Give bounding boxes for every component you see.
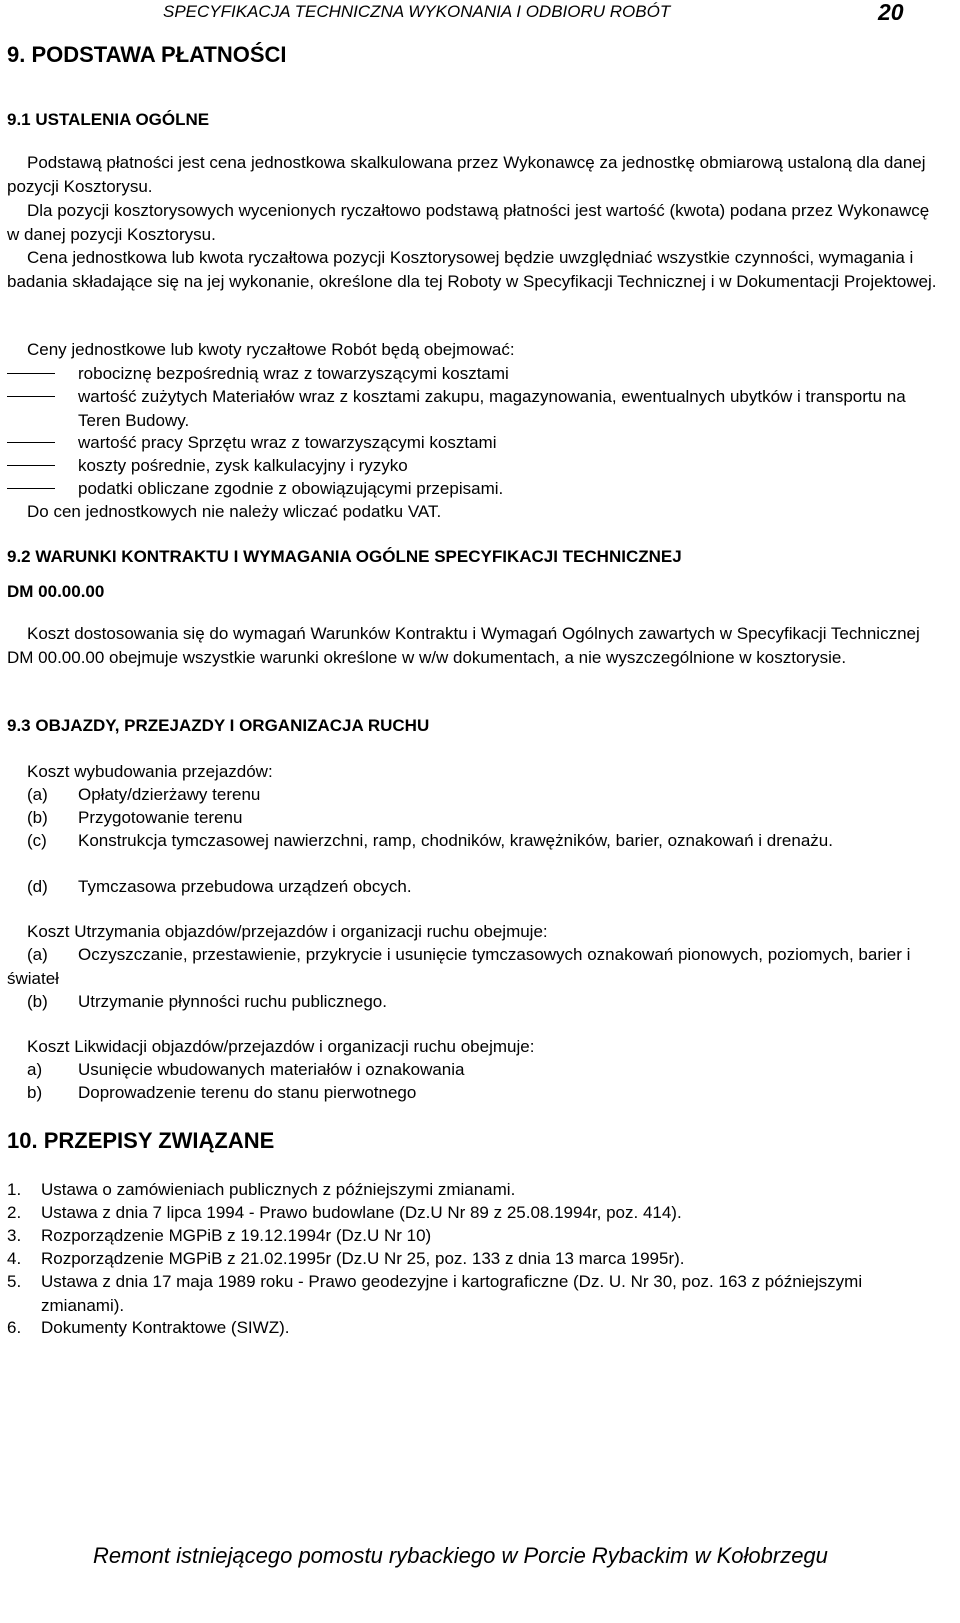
dash-bullet: [7, 442, 55, 443]
paragraph-maintenance-cost: Koszt Utrzymania objazdów/przejazdów i organizacji ruchu obejmuje:: [27, 922, 548, 941]
list-item: wartość pracy Sprzętu wraz z towarzyszącymi kosztami: [7, 431, 942, 455]
list-item: 5. Ustawa z dnia 17 maja 1989 roku - Prawo geodezyjne i kartograficzne (Dz. U. Nr 30, poz. 163 z późniejszymi zmianami).: [7, 1272, 863, 1315]
section-9-1-heading: 9.1 USTALENIA OGÓLNE: [7, 110, 210, 129]
list-item: (b) Utrzymanie płynności ruchu publicznego.: [27, 992, 387, 1011]
section-10-heading: 10. PRZEPISY ZWIĄZANE: [7, 1128, 275, 1153]
list-item: 4. Rozporządzenie MGPiB z 21.02.1995r (Dz.U Nr 25, poz. 133 z dnia 13 marca 1995r).: [7, 1249, 685, 1268]
list-item: 6. Dokumenty Kontraktowe (SIWZ).: [7, 1318, 290, 1337]
page-header: [0, 0, 960, 26]
page-number: 20: [878, 0, 904, 25]
list-item: (a) Oczyszczanie, przestawienie, przykrycie i usunięcie tymczasowych oznakowań pionowych, poziomych, barier i świateł: [7, 945, 911, 988]
dash-bullet: [7, 488, 55, 489]
list-item: 3. Rozporządzenie MGPiB z 19.12.1994r (Dz.U Nr 10): [7, 1226, 432, 1245]
paragraph-payment-basis: Podstawą płatności jest cena jednostkowa skalkulowana przez Wykonawcę za jednostkę obmiarową ustaloną dla danej pozycji Kosztorysu.: [7, 153, 926, 196]
list-item: (a) Opłaty/dzierżawy terenu: [27, 785, 261, 804]
list-item: 1. Ustawa o zamówieniach publicznych z późniejszymi zmianami.: [7, 1180, 516, 1199]
section-9-3-heading: 9.3 OBJAZDY, PRZEJAZDY I ORGANIZACJA RUCHU: [7, 716, 430, 735]
list-item: (b) Przygotowanie terenu: [27, 808, 243, 827]
header-title: SPECYFIKACJA TECHNICZNA WYKONANIA I ODBIORU ROBÓT: [163, 2, 671, 21]
section-9-2-heading: 9.2 WARUNKI KONTRAKTU I WYMAGANIA OGÓLNE SPECYFIKACJI TECHNICZNEJ: [7, 547, 682, 566]
paragraph-liquidation-cost: Koszt Likwidacji objazdów/przejazdów i organizacji ruchu obejmuje:: [27, 1037, 535, 1056]
list-item: wartość zużytych Materiałów wraz z kosztami zakupu, magazynowania, ewentualnych ubytków i transportu na Teren Budowy.: [7, 385, 942, 433]
list-item: 2. Ustawa z dnia 7 lipca 1994 - Prawo budowlane (Dz.U Nr 89 z 25.08.1994r, poz. 414).: [7, 1203, 682, 1222]
section-9-heading: 9. PODSTAWA PŁATNOŚCI: [7, 42, 287, 67]
list-item: b) Doprowadzenie terenu do stanu pierwotnego: [27, 1083, 417, 1102]
dash-bullet: [7, 465, 55, 466]
page-footer: Remont istniejącego pomostu rybackiego w Porcie Rybackim w Kołobrzegu: [93, 1543, 828, 1568]
paragraph-lump-sum: Dla pozycji kosztorysowych wycenionych ryczałtowo podstawą płatności jest wartość (kwota) podana przez Wykonawcę w danej pozycji Kosztorysu.: [7, 201, 930, 244]
list-item: robociznę bezpośrednią wraz z towarzyszącymi kosztami: [7, 362, 942, 386]
dash-bullet: [7, 396, 55, 397]
paragraph-prices-include: Ceny jednostkowe lub kwoty ryczałtowe Robót będą obejmować:: [27, 340, 515, 359]
list-item: (c) Konstrukcja tymczasowej nawierzchni, ramp, chodników, krawężników, barier, oznakowań i drenażu.: [27, 831, 833, 850]
paragraph-unit-price: Cena jednostkowa lub kwota ryczałtowa pozycji Kosztorysowej będzie uwzględniać wszystkie czynności, wymagania i badania składające się na jej wykonanie, określone dla tej Roboty w Specyfikacji Technicznej i w Dokumentacji Projektowej.: [7, 248, 937, 291]
section-9-2-heading-code: DM 00.00.00: [7, 582, 105, 601]
list-item: a) Usunięcie wbudowanych materiałów i oznakowania: [27, 1060, 465, 1079]
dash-bullet: [7, 373, 55, 374]
list-item: koszty pośrednie, zysk kalkulacyjny i ryzyko: [7, 454, 942, 478]
list-item: podatki obliczane zgodnie z obowiązującymi przepisami.: [7, 477, 942, 501]
paragraph-vat: Do cen jednostkowych nie należy wliczać podatku VAT.: [27, 502, 442, 521]
paragraph-build-cost: Koszt wybudowania przejazdów:: [27, 762, 273, 781]
paragraph-contract-cost: Koszt dostosowania się do wymagań Warunków Kontraktu i Wymagań Ogólnych zawartych w Specyfikacji Technicznej DM 00.00.00 obejmuje wszystkie warunki określone w w/w dokumentach, a nie wyszczególnione w kosztorysie.: [7, 624, 920, 667]
list-item: (d) Tymczasowa przebudowa urządzeń obcych.: [27, 877, 412, 896]
